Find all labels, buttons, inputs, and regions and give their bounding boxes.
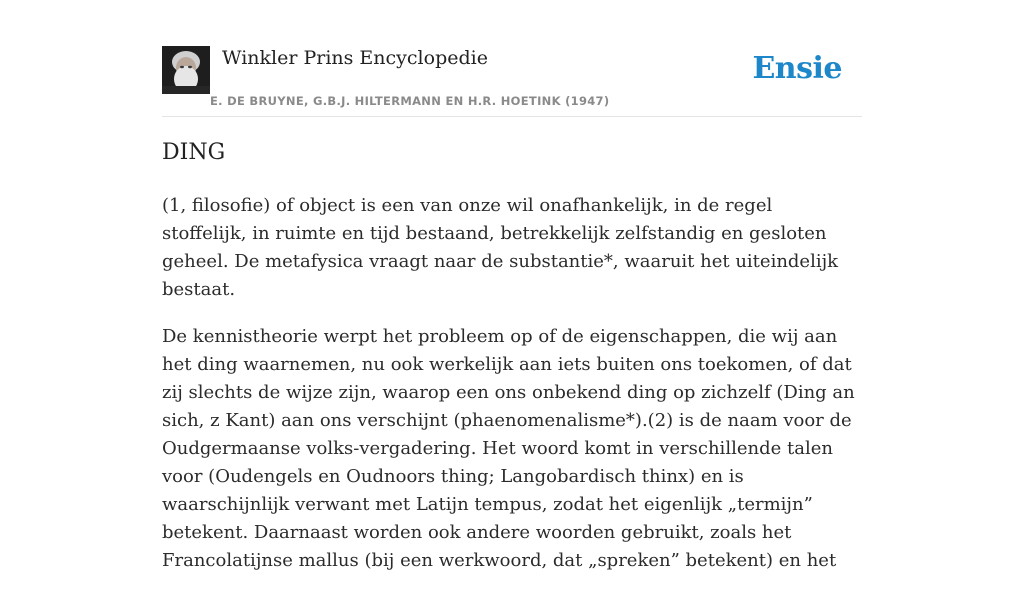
source-authors: E. DE BRUYNE, G.B.J. HILTERMANN EN H.R. HOETINK (1947)	[210, 94, 610, 108]
author-avatar[interactable]	[162, 46, 210, 94]
source-title[interactable]: Winkler Prins Encyclopedie	[222, 47, 488, 69]
portrait-photo-icon	[162, 46, 210, 94]
ensie-logo[interactable]: Ensie	[752, 51, 842, 86]
source-header	[162, 46, 862, 117]
article-title: DING	[162, 140, 226, 165]
article-paragraph: (1, filosofie) of object is een van onze wil onafhankelijk, in de regel stoffelijk, in ruimte en tijd bestaand, betrekkelijk zelfstandig en gesloten geheel. De metafysica vraagt naar de substantie*, waaruit het uiteindelijk bestaat.	[162, 195, 839, 300]
article-paragraph: De kennistheorie werpt het probleem op of de eigenschappen, die wij aan het ding waarnemen, nu ook werkelijk aan iets buiten ons toekomen, of dat zij slechts de wijze zijn, waarop een ons onbekend ding op zichzelf (Ding an sich, z Kant) aan ons verschijnt (phaenomenalisme*).(2) is de naam voor de Oudgermaanse volks-vergadering. Het woord komt in verschillende talen voor (Oudengels en Oudnoors thing; Langobardisch thinx) en is waarschijnlijk verwant met Latijn tempus, zodat het eigenlijk „termijn” betekent. Daarnaast worden ook andere woorden gebruikt, zoals het Francolatijnse mallus (bij een werkwoord, dat „spreken” betekent) en het	[162, 326, 855, 571]
article-body	[162, 192, 862, 594]
